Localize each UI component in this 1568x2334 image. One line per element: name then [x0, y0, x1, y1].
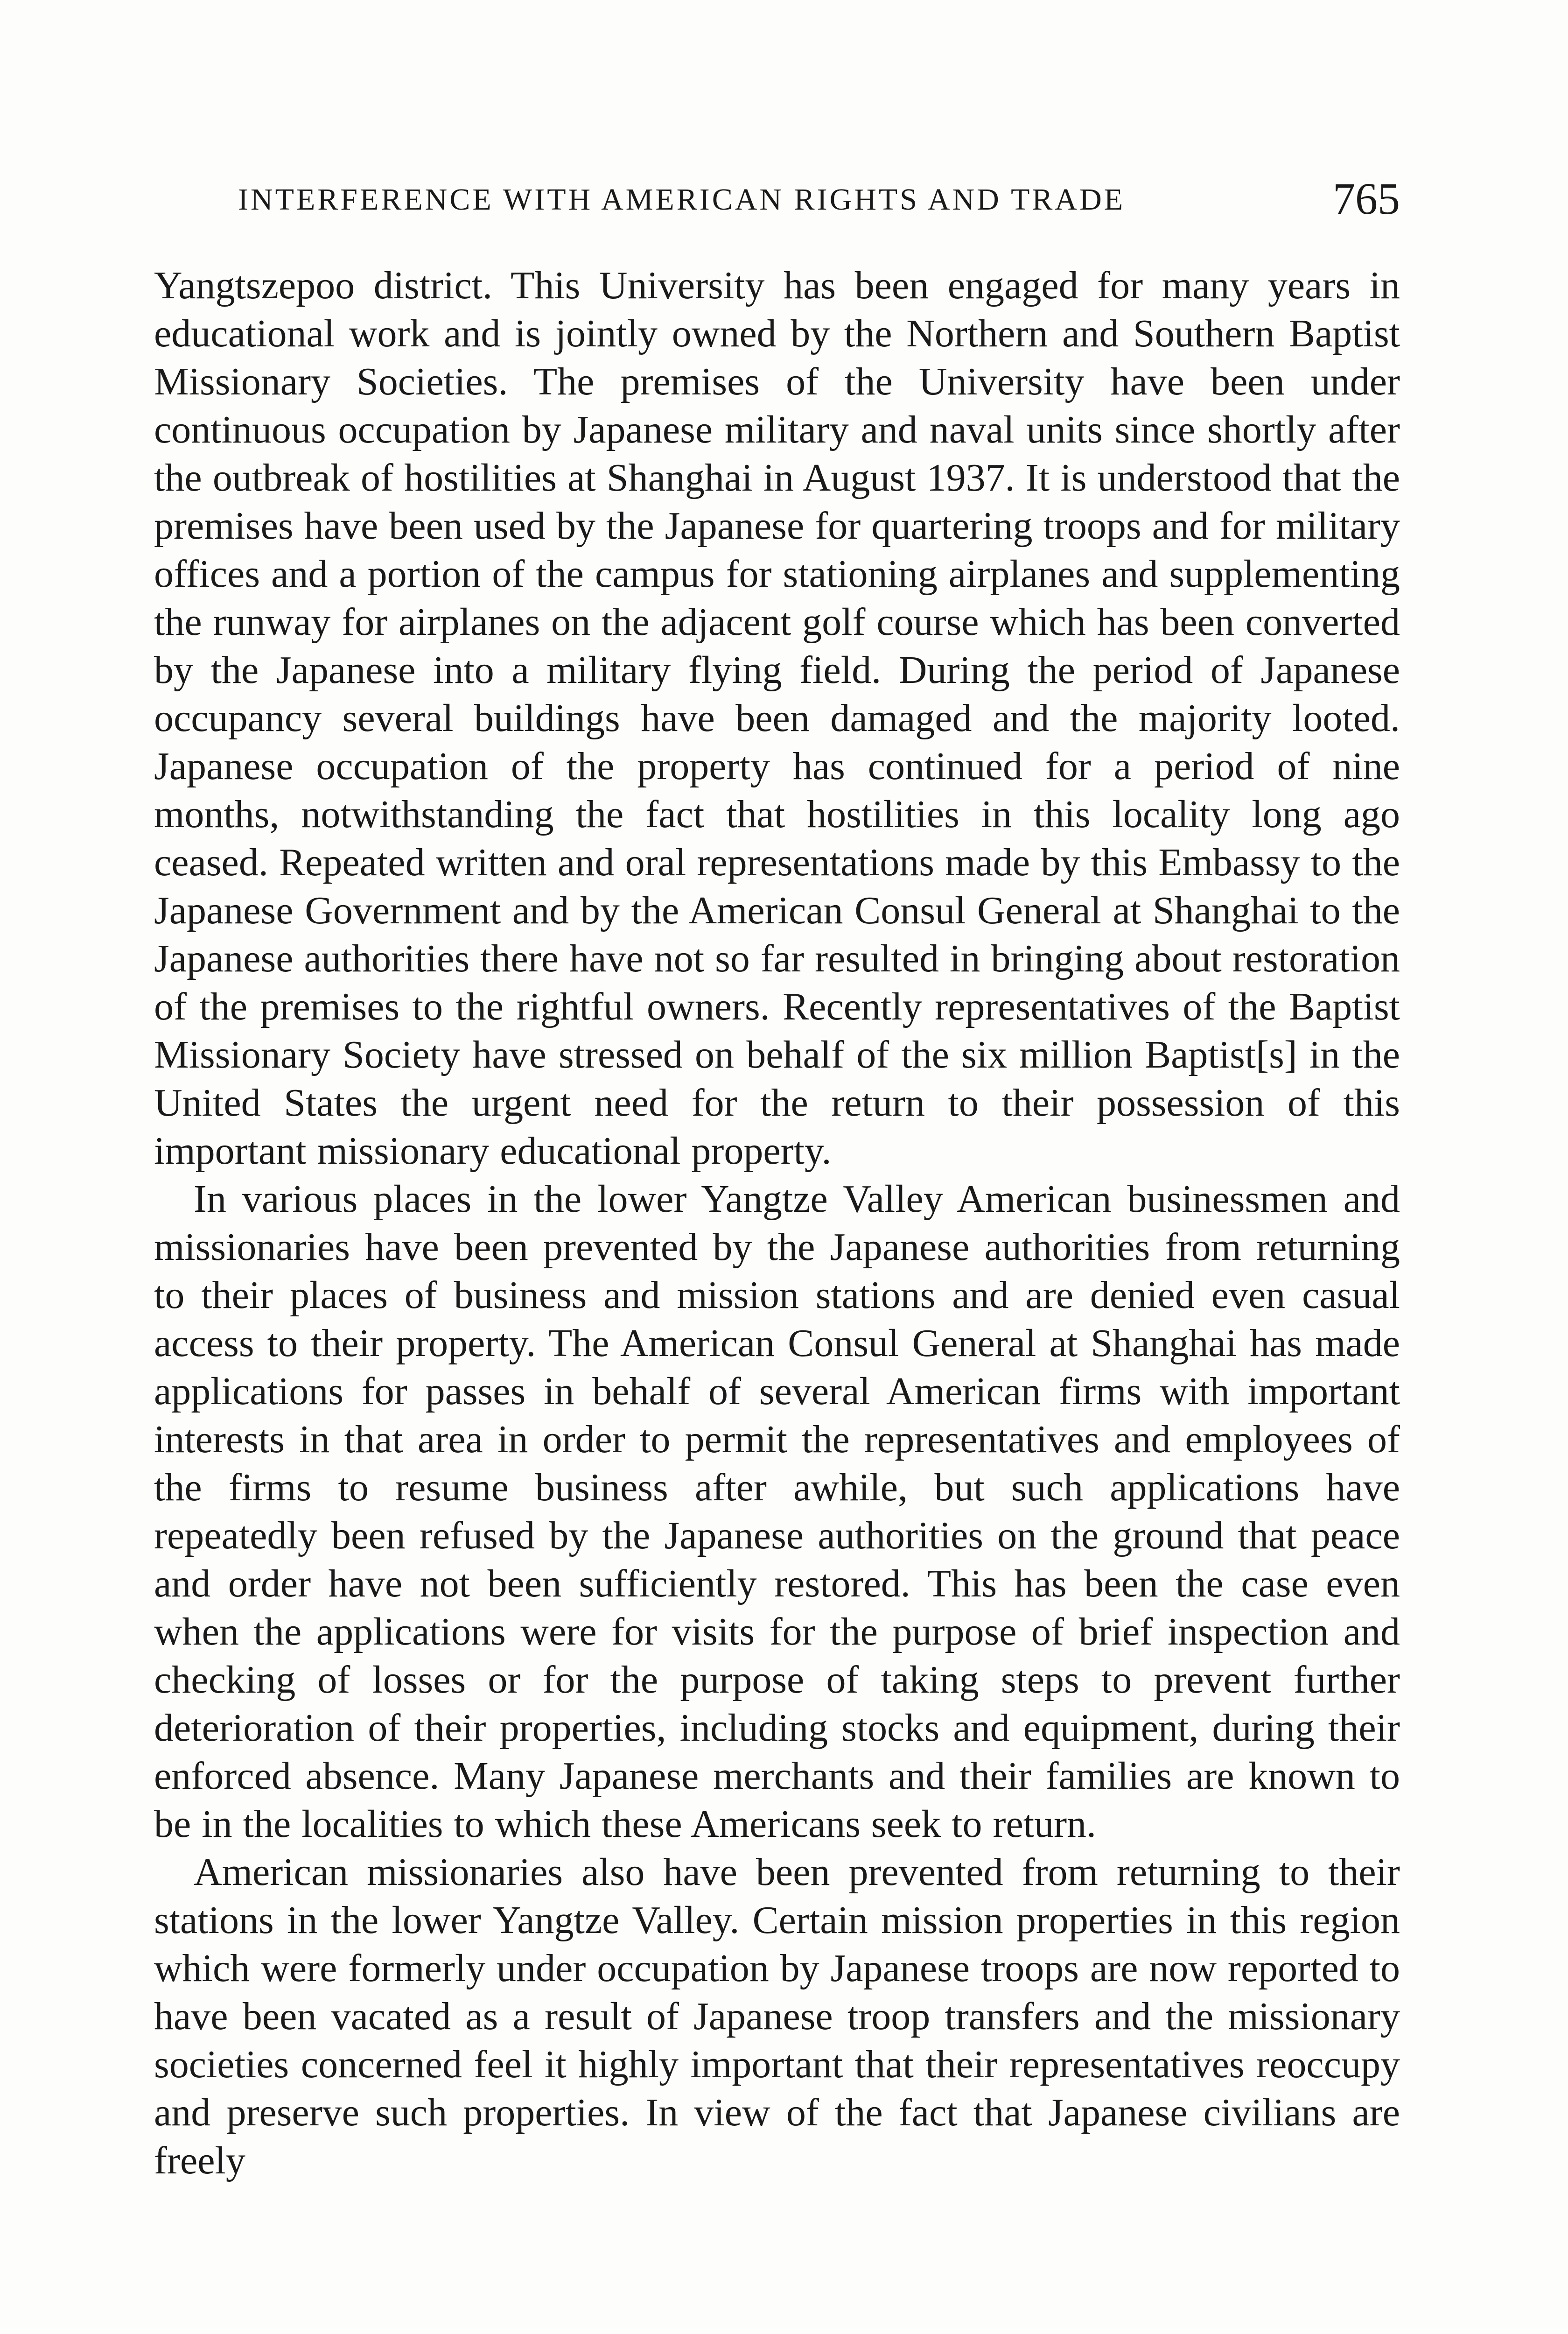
running-title: INTERFERENCE WITH AMERICAN RIGHTS AND TRADE	[238, 183, 1126, 217]
paragraph-continued: Yangtszepoo district. This University has been engaged for many years in educational work and is jointly owned by the Northern and Southern Baptist Missionary Societies. The premises of the University have been under continuous occupation by Japanese military and naval units since shortly after the outbreak of hostilities at Shanghai in August 1937. It is understood that the premises have been used by the Japanese for quartering troops and for military offices and a portion of the campus for stationing airplanes and supplementing the runway for airplanes on the adjacent golf course which has been converted by the Japanese into a military flying field. During the period of Japanese occupancy several buildings have been damaged and the majority looted. Japanese occupation of the property has continued for a period of nine months, notwithstanding the fact that hostilities in this locality long ago ceased. Repeated written and oral representations made by this Embassy to the Japanese Government and by the American Consul General at Shanghai to the Japanese authorities there have not so far resulted in bringing about restoration of the premises to the rightful owners. Recently representatives of the Baptist Missionary Society have stressed on behalf of the six million Baptist[s] in the United States the urgent need for the return to their possession of this important missionary educational property.	[154, 264, 1400, 1173]
page-number: 765	[1333, 174, 1400, 224]
paragraph: American missionaries also have been prevented from returning to their stations in the lower Yangtze Valley. Certain mission properties in this region which were formerly under occupation by Japanese troops are now reported to have been vacated as a result of Japanese troop transfers and the missionary societies concerned feel it highly important that their representatives reoccupy and preserve such properties. In view of the fact that Japanese civilians are freely	[154, 1850, 1400, 2182]
paragraph: In various places in the lower Yangtze Valley American businessmen and missionaries have been prevented by the Japanese authorities from returning to their places of business and mission stations and are denied even casual access to their property. The American Consul General at Shanghai has made applications for passes in behalf of several American firms with important interests in that area in order to permit the representatives and employees of the firms to resume business after awhile, but such applications have repeatedly been refused by the Japanese authorities on the ground that peace and order have not been sufficiently restored. This has been the case even when the applications were for visits for the purpose of brief inspection and checking of losses or for the purpose of taking steps to prevent further deterioration of their properties, including stocks and equipment, during their enforced absence. Many Japanese merchants and their families are known to be in the localities to which these Americans seek to return.	[154, 1177, 1400, 1846]
body-text	[154, 261, 1400, 2185]
page-header	[154, 173, 1400, 229]
